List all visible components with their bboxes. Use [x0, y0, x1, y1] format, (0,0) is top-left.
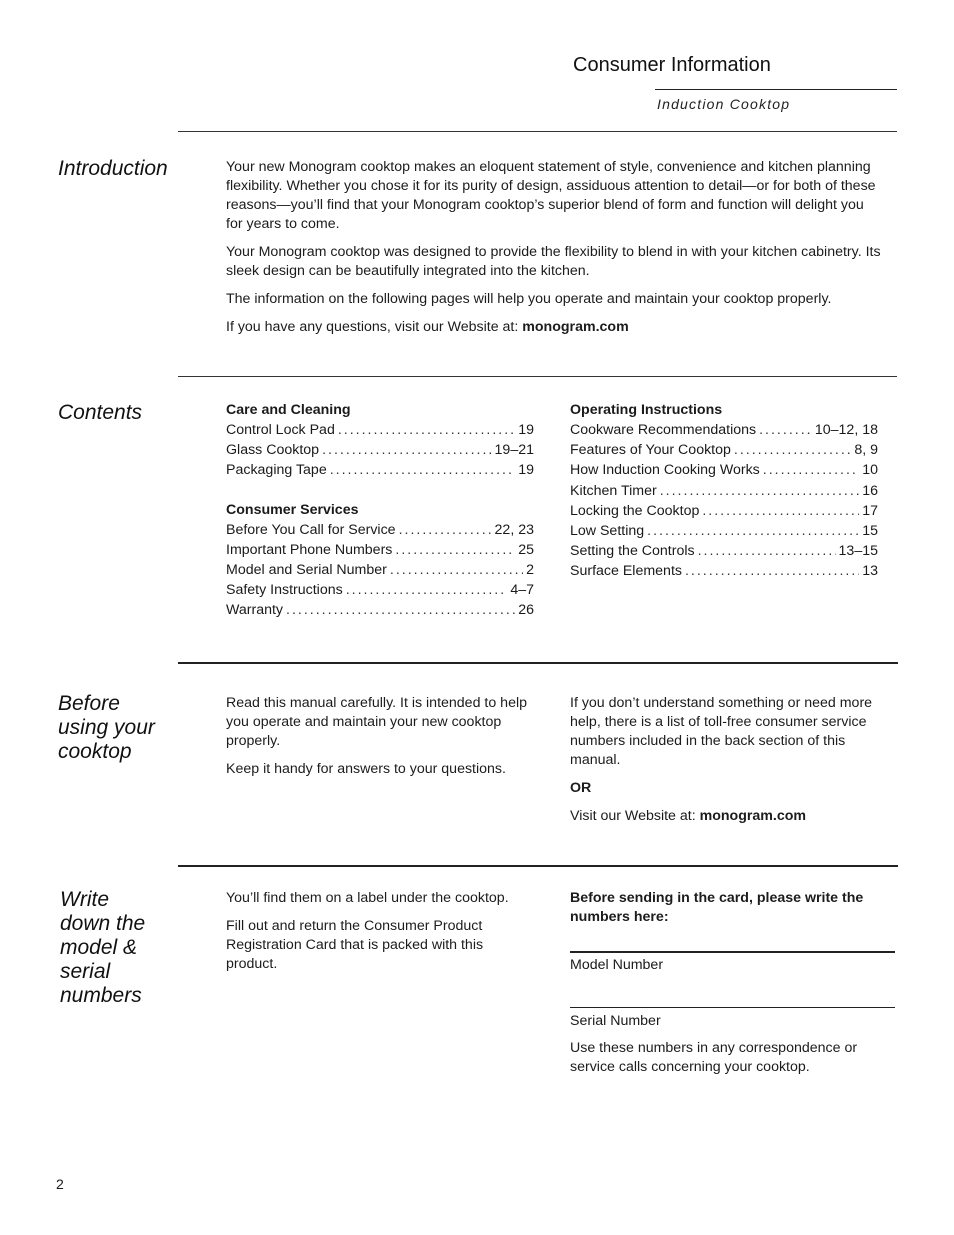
serial-left-column — [226, 889, 546, 974]
toc-entry-label: Setting the Controls — [570, 543, 695, 560]
toc-leader — [698, 541, 836, 561]
header-divider — [655, 89, 897, 90]
serial-paragraph: You’ll find them on a label under the cooktop. — [226, 890, 509, 906]
section-divider-introduction — [178, 131, 897, 132]
toc-leader — [390, 560, 523, 580]
toc-entry-page: 13 — [862, 563, 878, 580]
toc-entry[interactable] — [226, 560, 534, 580]
contents-right-column — [570, 400, 878, 582]
introduction-heading: Introduction — [58, 157, 168, 180]
toc-leader — [399, 520, 492, 540]
toc-group-heading: Operating Instructions — [570, 402, 723, 418]
toc-entry-label: Model and Serial Number — [226, 561, 387, 578]
toc-leader — [647, 521, 859, 541]
before-left-column — [226, 694, 546, 779]
toc-entry-page: 25 — [518, 541, 534, 558]
website-link[interactable]: monogram.com — [522, 319, 629, 335]
toc-entry[interactable] — [226, 440, 534, 460]
toc-entry-label: Kitchen Timer — [570, 482, 657, 499]
toc-entry[interactable] — [570, 501, 878, 521]
section-divider-serial — [178, 865, 898, 867]
toc-entry-page: 10 — [862, 462, 878, 479]
toc-entry[interactable] — [226, 420, 534, 440]
toc-leader — [322, 440, 491, 460]
model-number-label: Model Number — [570, 957, 664, 973]
contents-heading: Contents — [58, 401, 143, 424]
toc-leader — [286, 600, 515, 620]
introduction-body — [226, 158, 881, 337]
toc-entry[interactable] — [570, 521, 878, 541]
toc-entry-page: 8, 9 — [854, 442, 878, 459]
before-heading-line: Before — [58, 692, 120, 715]
toc-entry[interactable] — [570, 541, 878, 561]
toc-entry-page: 15 — [862, 522, 878, 539]
introduction-paragraph: Your Monogram cooktop was designed to provide the flexibility to blend in with your kitchen cabinetry. Its sleek design can be beautifully integrated into the kitchen. — [226, 244, 881, 279]
toc-entry-label: How Induction Cooking Works — [570, 462, 760, 479]
website-link[interactable]: monogram.com — [699, 808, 807, 824]
toc-entry[interactable] — [226, 580, 534, 600]
toc-entry-page: 22, 23 — [494, 521, 534, 538]
toc-entry[interactable] — [570, 481, 878, 501]
toc-entry[interactable] — [226, 600, 534, 620]
toc-entry-page: 13–15 — [838, 543, 878, 560]
page-header-title: Consumer Information — [573, 54, 771, 76]
before-paragraph: Read this manual carefully. It is intended to help you operate and maintain your new cooktop properly. — [226, 695, 527, 749]
toc-leader — [660, 481, 859, 501]
serial-right-column — [570, 889, 895, 927]
serial-number-line[interactable] — [570, 1007, 895, 1008]
toc-entry-label: Safety Instructions — [226, 582, 343, 599]
toc-leader — [759, 420, 812, 440]
before-heading-line: cooktop — [58, 740, 132, 763]
toc-entry-label: Control Lock Pad — [226, 422, 335, 438]
serial-number-field[interactable] — [570, 1007, 895, 1031]
before-heading — [58, 692, 155, 764]
toc-leader — [763, 460, 859, 480]
serial-instruction: Before sending in the card, please write the numbers here: — [570, 890, 864, 925]
serial-heading-line: serial — [60, 960, 111, 983]
toc-leader — [330, 460, 516, 480]
serial-heading-line: Write — [60, 888, 109, 911]
toc-entry-page: 19–21 — [494, 442, 534, 459]
toc-entry-page: 10–12, 18 — [814, 422, 878, 438]
section-divider-before — [178, 662, 898, 664]
toc-spacer — [226, 481, 534, 500]
toc-entry[interactable] — [226, 540, 534, 560]
serial-heading-line: numbers — [60, 984, 142, 1007]
toc-entry-label: Important Phone Numbers — [226, 541, 393, 558]
toc-group-heading: Care and Cleaning — [226, 402, 351, 418]
serial-paragraph: Fill out and return the Consumer Product Registration Card that is packed with this product. — [226, 918, 484, 972]
model-number-field[interactable] — [570, 951, 895, 975]
toc-entry[interactable] — [570, 440, 878, 460]
page-header-subtitle: Induction Cooktop — [657, 96, 791, 112]
toc-entry-page: 19 — [518, 462, 534, 479]
contents-left-column — [226, 400, 534, 621]
toc-entry-label: Locking the Cooktop — [570, 502, 700, 519]
toc-entry-label: Glass Cooktop — [226, 442, 320, 459]
toc-leader — [734, 440, 851, 460]
model-number-line[interactable] — [570, 951, 895, 953]
website-prompt: Visit our Website at: — [570, 808, 700, 824]
toc-entry-label: Before You Call for Service — [226, 521, 396, 538]
website-prompt: If you have any questions, visit our Website at: — [226, 319, 523, 335]
introduction-website-line — [226, 318, 881, 337]
toc-entry-page: 4–7 — [510, 582, 534, 599]
introduction-paragraph: The information on the following pages will help you operate and maintain your cooktop properly. — [226, 291, 832, 307]
toc-leader — [685, 561, 859, 581]
toc-entry[interactable] — [226, 520, 534, 540]
toc-entry[interactable] — [226, 460, 534, 480]
toc-group-heading: Consumer Services — [226, 501, 359, 518]
toc-entry-label: Surface Elements — [570, 563, 682, 580]
before-help-paragraph: If you don’t understand something or need more help, there is a list of toll-free consumer service numbers included in the back section of this manual. — [570, 695, 873, 768]
toc-leader — [702, 501, 859, 521]
toc-leader — [338, 420, 515, 440]
serial-number-label: Serial Number — [570, 1013, 661, 1029]
toc-entry-label: Cookware Recommendations — [570, 422, 757, 438]
toc-entry[interactable] — [570, 420, 878, 440]
toc-entry-label: Features of Your Cooktop — [570, 442, 731, 459]
serial-note-paragraph: Use these numbers in any correspondence or service calls concerning your cooktop. — [570, 1040, 858, 1075]
page-number: 2 — [56, 1176, 64, 1192]
section-divider-contents — [178, 376, 897, 377]
toc-leader — [395, 540, 515, 560]
before-or-label: OR — [570, 780, 592, 796]
toc-entry[interactable] — [570, 561, 878, 581]
serial-note — [570, 1039, 895, 1077]
before-paragraph: Keep it handy for answers to your questions. — [226, 761, 506, 777]
before-website-line — [570, 807, 895, 826]
before-right-column — [570, 694, 895, 826]
toc-leader — [346, 580, 508, 600]
toc-entry-label: Warranty — [226, 602, 284, 619]
before-heading-line: using your — [58, 716, 155, 739]
toc-entry-page: 26 — [518, 602, 534, 619]
toc-entry[interactable] — [570, 460, 878, 480]
toc-entry-page: 16 — [862, 482, 878, 499]
introduction-paragraph: Your new Monogram cooktop makes an eloquent statement of style, convenience and kitchen planning flexibility. Whether you chose it for its purity of design, assiduous attention to detail—or for both of these reasons—you’ll find that your Monogram cooktop’s superior blend of form and function will delight you for years to come. — [226, 159, 876, 232]
toc-entry-page: 17 — [862, 502, 878, 519]
toc-entry-label: Packaging Tape — [226, 462, 327, 479]
toc-entry-label: Low Setting — [570, 522, 645, 539]
serial-heading-line: down the — [60, 912, 146, 935]
toc-entry-page: 19 — [518, 422, 534, 438]
serial-heading — [60, 888, 145, 1008]
toc-entry-page: 2 — [526, 561, 534, 578]
serial-heading-line: model & — [60, 936, 138, 959]
